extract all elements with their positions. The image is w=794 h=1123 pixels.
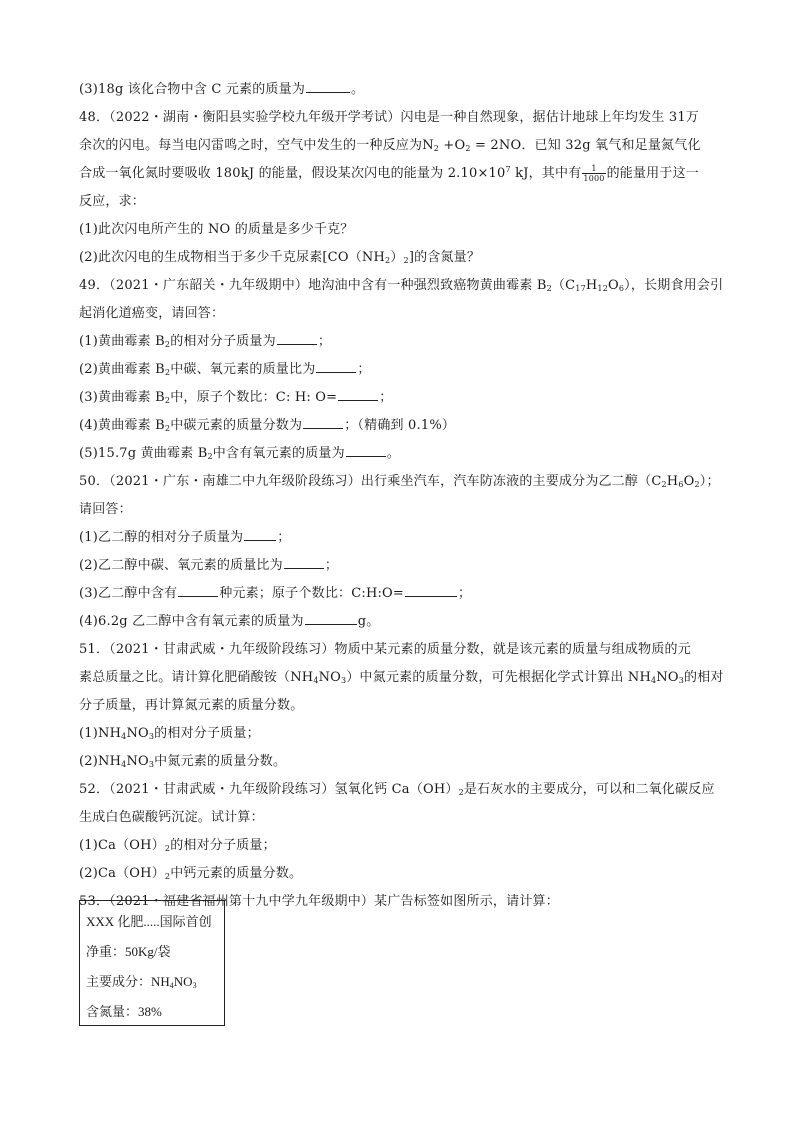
question-48-line-3: 合成一氧化氮时要吸收 180kJ 的能量，假设某次闪电的能量为 $2.10\times 10^7$ kJ，其中有 $\frac{1}{1000}$ 的能量用于这一 [79,164,699,183]
label-net-weight: 净重：50Kg/袋 [86,944,171,959]
question-48-part-2: (2)此次闪电的生成物相当于多少千克尿素$[CO(NH_2)_2]$的含氮量？ [79,250,481,265]
question-50-part-4: (4)6.2g 乙二醇中含有氧元素的质量为 g。 [79,608,719,636]
answer-blank[interactable] [277,329,317,345]
answer-blank[interactable] [244,525,276,541]
question-48-line-2: 余次的闪电。每当电闪雷鸣之时，空气中发生的一种反应为$N_2 +O_2 = 2NO$．已知 32g 氧气和足量氮气化 [79,138,701,153]
question-49-line-1: 49．（2021・广东韶关・九年级期中）地沟油中含有一种强烈致癌物黄曲霉素 $B_2(C_{17}H_{12}O_6)$，长期食用会引 [79,278,724,293]
document-body [79,76,724,916]
question-49-part-5: (5)15.7g 黄曲霉素 $B_2$中含有氧元素的质量为 。 [79,440,719,468]
question-50-part-3: (3)乙二醇中含有 种元素；原子个数比：C:H:O= ； [79,580,719,608]
question-53-line-1: 53．（2021・福建省福州第十九中学九年级期中）某广告标签如图所示，请计算： [79,894,559,909]
question-49-part-2: (2)黄曲霉素 $B_2$中碳、氧元素的质量比为 ； [79,356,719,384]
answer-blank[interactable] [305,609,357,625]
question-50-part-2: (2)乙二醇中碳、氧元素的质量比为 ； [79,552,719,580]
question-49-part-4: (4)黄曲霉素 $B_2$中碳元素的质量分数为 ；（精确到 0.1%） [79,412,719,440]
question-49-part-3: (3)黄曲霉素 $B_2$中，原子个数比：C: H: O= ； [79,384,719,412]
question-50-line-2: 请回答： [79,502,132,517]
question-51-part-2: $(2)NH_4NO_3$中氮元素的质量分数。 [79,754,287,769]
answer-blank[interactable] [178,581,218,597]
answer-blank[interactable] [303,413,343,429]
answer-blank[interactable] [306,77,350,93]
answer-blank[interactable] [346,441,386,457]
fertilizer-label [79,900,225,1026]
question-48-part-1: (1)此次闪电所产生的 NO 的质量是多少千克？ [79,222,354,237]
question-51-line-2: 素总质量之比。请计算化肥硝酸铵$(NH_4NO_3)$中氮元素的质量分数，可先根据化学式计算出 $NH_4NO_3$的相对 [79,670,724,685]
question-49-part-1: (1)黄曲霉素 $B_2$的相对分子质量为 ； [79,328,719,356]
question-47-part-3: (3)18g 该化合物中含 C 元素的质量为 。 [79,76,719,104]
question-52-part-1: $(1)Ca(OH)_2$的相对分子质量； [79,838,276,853]
answer-blank[interactable] [316,357,356,373]
question-51-line-3: 分子质量，再计算氮元素的质量分数。 [79,698,304,713]
answer-blank[interactable] [338,385,378,401]
question-48-line-4: 反应，求： [79,194,146,209]
question-52-line-2: 生成白色碳酸钙沉淀。试计算： [79,810,264,825]
answer-blank[interactable] [284,553,324,569]
question-51-part-1: $(1)NH_4NO_3$的相对分子质量； [79,726,260,741]
question-50-part-1: (1)乙二醇的相对分子质量为 ； [79,524,719,552]
answer-blank[interactable] [405,581,457,597]
question-48-line-1: 48．（2022・湖南・衡阳县实验学校九年级开学考试）闪电是一种自然现象，据估计地球上年均发生 31万 [79,110,700,125]
label-title: XXX 化肥.....国际首创 [86,914,212,929]
question-51-line-1: 51．（2021・甘肃武威・九年级阶段练习）物质中某元素的质量分数，就是该元素的质量与组成物质的元 [79,642,691,657]
label-nitrogen-content: 含氮量：38% [86,1004,162,1019]
question-49-line-2: 起消化道癌变，请回答： [79,306,225,321]
question-52-part-2: $(2)Ca(OH)_2$中钙元素的质量分数。 [79,866,303,881]
label-main-ingredient: 主要成分：$NH_4NO_3$ [86,974,197,990]
question-50-line-1: 50．（2021・广东・南雄二中九年级阶段练习）出行乘坐汽车，汽车防冻液的主要成分为乙二醇$(C_2H_6O_2)$； [79,474,720,489]
fraction: $\frac{1}{1000}$ [583,164,605,183]
question-52-line-1: 52．（2021・甘肃武威・九年级阶段练习）氢氧化钙 $Ca(OH)_2$是石灰水的主要成分，可以和二氧化碳反应 [79,782,715,797]
